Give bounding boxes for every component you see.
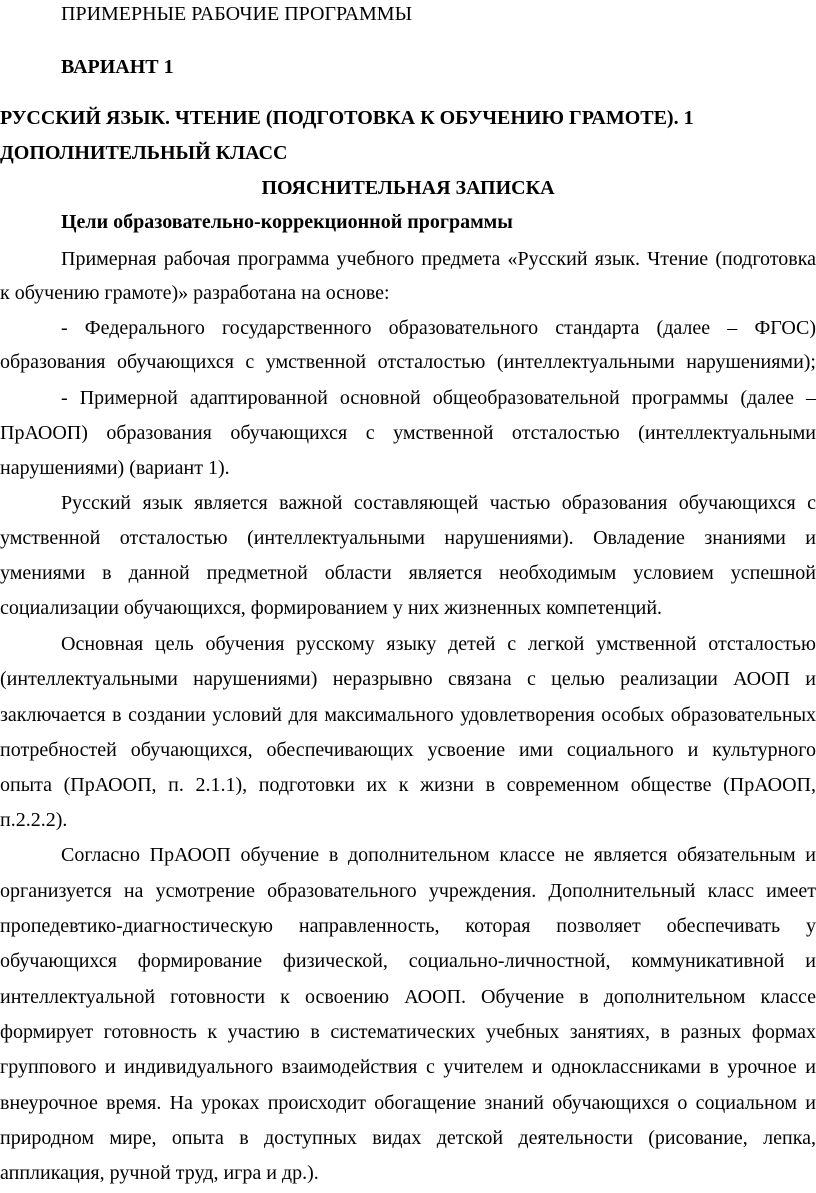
body-line: Согласно ПрАООП обучение в дополнительном классе не является обязательным и — [61, 844, 816, 866]
body-line: опыта (ПрАООП, п. 2.1.1), подготовки их к жизни в современном обществе (ПрАООП, — [0, 774, 816, 796]
body-line: умственной отсталостью (интеллектуальными нарушениями). Овладение знаниями и — [0, 527, 816, 549]
body-line: к обучению грамоте)» разработана на основе: — [0, 282, 390, 304]
body-line: п.2.2.2). — [0, 809, 68, 831]
goals-heading: Цели образовательно-коррекционной программы — [61, 211, 513, 233]
body-line: Основная цель обучения русскому языку детей с легкой умственной отсталостью — [61, 633, 816, 655]
body-line: аппликация, ручной труд, игра и др.). — [0, 1162, 319, 1184]
body-line: интеллектуальной готовности к освоению АООП. Обучение в дополнительном классе — [0, 986, 816, 1008]
body-line: Русский язык является важной составляющей частью образования обучающихся с — [61, 492, 816, 514]
body-line: формирует готовность к участию в систематических учебных занятиях, в разных формах — [0, 1021, 816, 1043]
subject-title-line-2: ДОПОЛНИТЕЛЬНЫЙ КЛАСС — [0, 142, 288, 164]
body-line: социализации обучающихся, формированием у них жизненных компетенций. — [0, 597, 663, 619]
subject-title-line-1: РУССКИЙ ЯЗЫК. ЧТЕНИЕ (ПОДГОТОВКА К ОБУЧЕНИЮ ГРАМОТЕ). 1 — [0, 107, 694, 129]
body-line: умениями в данной предметной области является необходимым условием успешной — [0, 562, 816, 584]
body-line: ПрАООП) образования обучающихся с умственной отсталостью (интеллектуальными — [0, 422, 816, 444]
body-line: внеурочное время. На уроках происходит обогащение знаний обучающихся о социальном и — [0, 1092, 816, 1114]
body-line: обучающихся формирование физической, социально-личностной, коммуникативной и — [0, 950, 816, 972]
body-line: группового и индивидуального взаимодействия с учителем и одноклассниками в урочное и — [0, 1056, 816, 1078]
body-line: пропедевтико-диагностическую направленность, которая позволяет обеспечивать у — [0, 915, 816, 937]
body-line: - Примерной адаптированной основной общеобразовательной программы (далее – — [61, 387, 816, 409]
body-line: нарушениями) (вариант 1). — [0, 457, 230, 479]
note-title: ПОЯСНИТЕЛЬНАЯ ЗАПИСКА — [261, 177, 555, 199]
body-line: природном мире, опыта в доступных видах детской деятельности (рисование, лепка, — [0, 1127, 816, 1149]
variant-heading: ВАРИАНТ 1 — [61, 56, 174, 78]
body-line: (интеллектуальными нарушениями) неразрывно связана с целью реализации АООП и — [0, 668, 816, 690]
header-title: ПРИМЕРНЫЕ РАБОЧИЕ ПРОГРАММЫ — [61, 3, 413, 25]
body-line: организуется на усмотрение образовательного учреждения. Дополнительный класс имеет — [0, 880, 816, 902]
body-line: заключается в создании условий для максимального удовлетворения особых образовательных — [0, 704, 816, 726]
body-line: - Федерального государственного образовательного стандарта (далее – ФГОС) — [61, 317, 816, 339]
body-line: потребностей обучающихся, обеспечивающих усвоение ими социального и культурного — [0, 739, 816, 761]
body-line: образования обучающихся с умственной отсталостью (интеллектуальными нарушениями); — [0, 351, 816, 373]
body-line: Примерная рабочая программа учебного предмета «Русский язык. Чтение (подготовка — [61, 248, 816, 270]
